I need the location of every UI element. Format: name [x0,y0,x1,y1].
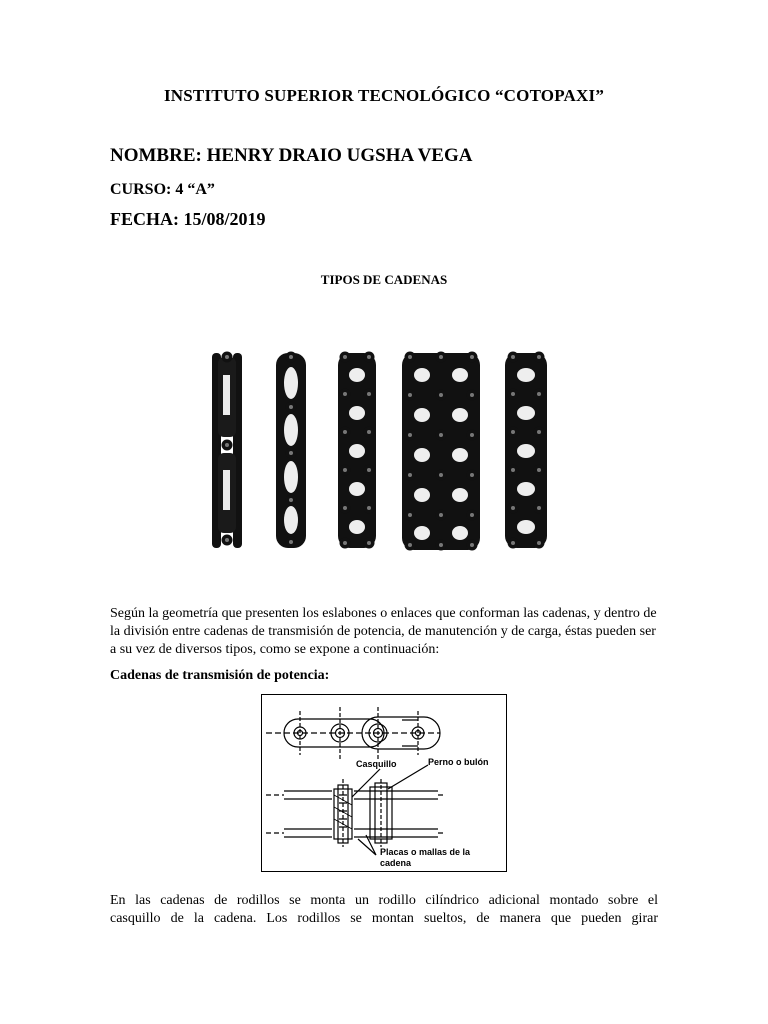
document-title: TIPOS DE CADENAS [320,272,448,287]
roller-chain-paragraph [110,892,658,928]
chain-4 [402,352,480,551]
chain-5 [505,352,547,549]
label-placas-line1: Placas o mallas de la [380,847,471,857]
chain-types-drawing [200,335,560,560]
chain-diagram-figure [261,694,507,872]
paragraph-line-1: En las cadenas de rodillos se monta un rodillo cilíndrico adicional montado sobre el [110,893,658,908]
label-perno: Perno o bulón [428,757,489,767]
chain-1 [212,352,242,549]
student-name: NOMBRE: HENRY DRAIO UGSHA VEGA [110,145,473,166]
date-line: FECHA: 15/08/2019 [110,209,266,229]
chain-3 [338,352,376,549]
institution-heading: INSTITUTO SUPERIOR TECNOLÓGICO “COTOPAXI” [163,86,605,105]
label-casquillo: Casquillo [356,759,397,769]
section-heading: Cadenas de transmisión de potencia: [110,668,330,683]
course-line: CURSO: 4 “A” [110,181,215,198]
chain-2 [276,352,306,549]
paragraph-line-2: casquillo de la cadena. Los rodillos se montan sueltos, de manera que pueden girar [110,911,658,926]
label-placas-line2: cadena [380,858,412,868]
intro-paragraph: Según la geometría que presenten los eslabones o enlaces que conforman las cadenas, y dentro de la división entre cadenas de transmisión de potencia, de manutención y de carga, éstas pueden ser a su vez de diversos tipos, como se expone a continuación: [110,606,657,657]
chain-types-image [200,335,560,560]
